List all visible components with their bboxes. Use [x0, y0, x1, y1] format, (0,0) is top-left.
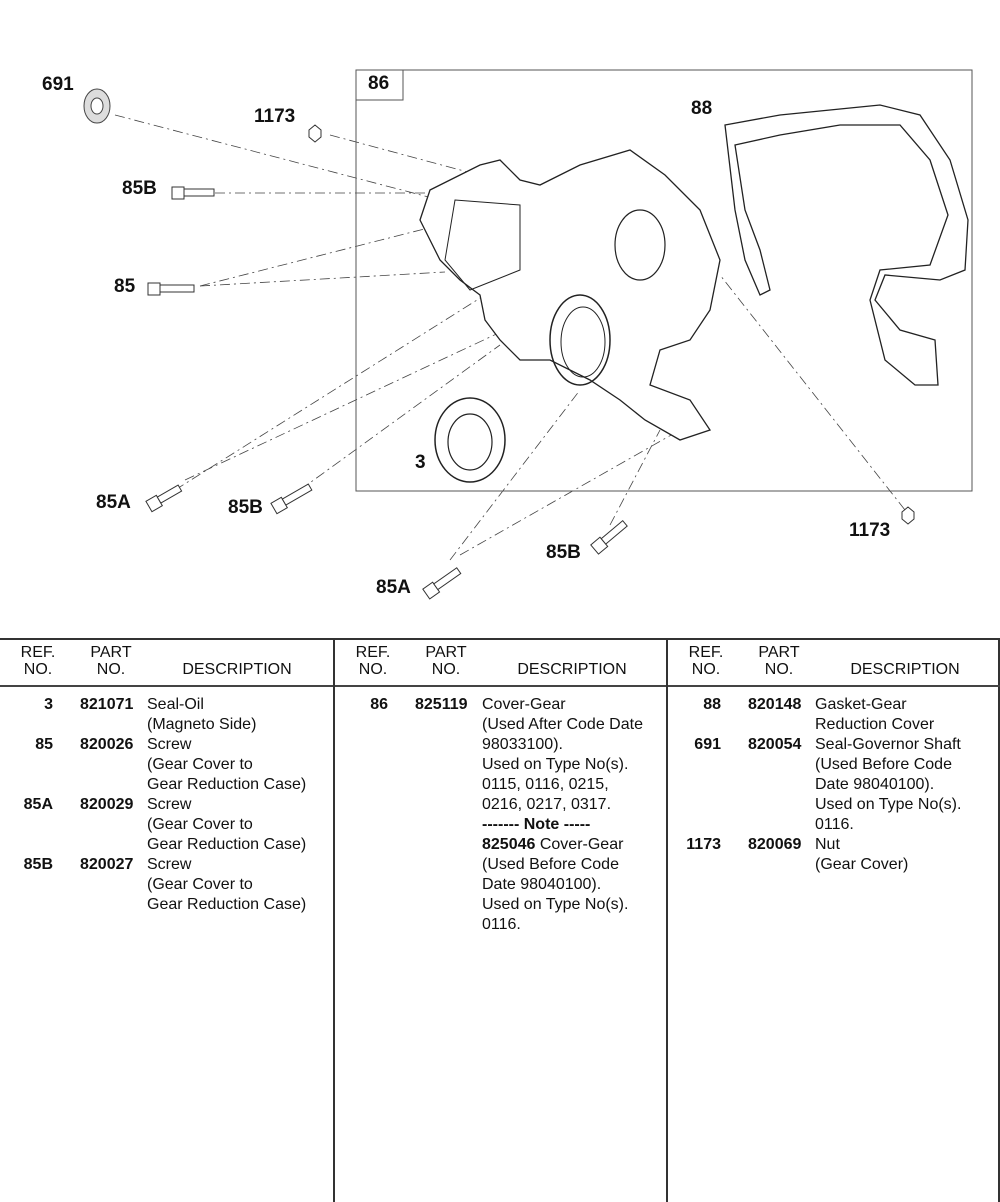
callout-691: 691: [42, 74, 74, 95]
description-line: [482, 755, 668, 775]
description-line: [482, 915, 668, 935]
header-ref-label: REF.: [20, 644, 56, 661]
part-description: [815, 835, 1000, 875]
header-part-no: [78, 644, 144, 678]
line-text: Gear Reduction Case): [147, 836, 307, 853]
line-text: 0116.: [815, 816, 854, 833]
header-ref-no-label: NO.: [358, 661, 388, 678]
column-header: [335, 640, 668, 687]
header-ref-no-label: NO.: [23, 661, 53, 678]
parts-column-2: [333, 640, 668, 1202]
part-description: [147, 855, 333, 915]
column-header: [668, 640, 1000, 687]
line-text: (Used Before Code: [482, 856, 619, 873]
header-part-label: PART: [758, 644, 800, 661]
part-description: [815, 695, 1000, 735]
header-ref-no: [686, 644, 726, 678]
ref-number: 85B: [23, 856, 53, 873]
header-part-no-label: NO.: [96, 661, 126, 678]
callout-3: 3: [415, 452, 426, 473]
description-line: [147, 735, 333, 755]
header-ref-label: REF.: [688, 644, 724, 661]
part-number: 825119: [415, 696, 468, 713]
part-number: 820069: [748, 836, 802, 853]
description-line: [147, 895, 333, 915]
part-number: 820027: [80, 856, 134, 873]
header-part-no: [746, 644, 812, 678]
gear-cover-part: [420, 150, 720, 440]
part-row: [668, 835, 1000, 875]
line-text: 98033100).: [482, 736, 563, 753]
description-line: [482, 775, 668, 795]
description-line: [147, 815, 333, 835]
bold-text: ------- Note -----: [482, 816, 591, 833]
description-line: [147, 875, 333, 895]
header-description: DESCRIPTION: [517, 661, 627, 678]
header-part-no-label: NO.: [431, 661, 461, 678]
part-description: [147, 735, 333, 795]
part-row: [668, 695, 1000, 735]
callout-1173: 1173: [849, 520, 891, 541]
header-part-label: PART: [90, 644, 132, 661]
nut-part: [902, 507, 914, 524]
part-row: [335, 695, 668, 935]
description-line: [147, 835, 333, 855]
line-text: Screw: [147, 796, 192, 813]
part-number: 820026: [80, 736, 134, 753]
line-text: (Used Before Code: [815, 756, 952, 773]
line-text: (Gear Cover to: [147, 756, 253, 773]
column-header: [0, 640, 333, 687]
line-text: Gear Reduction Case): [147, 776, 307, 793]
description-line: [147, 795, 333, 815]
line-text: Screw: [147, 736, 192, 753]
ref-number: 88: [703, 696, 721, 713]
line-text: Cover-Gear: [535, 836, 624, 853]
description-line: [482, 815, 668, 835]
line-text: 0216, 0217, 0317.: [482, 796, 612, 813]
description-line: [815, 755, 1000, 775]
part-row: [0, 735, 333, 795]
line-text: Date 98040100).: [815, 776, 935, 793]
header-ref-no: [18, 644, 58, 678]
ref-number: 1173: [686, 836, 721, 853]
line-text: Seal-Oil: [147, 696, 204, 713]
line-text: (Used After Code Date: [482, 716, 643, 733]
description-line: [815, 835, 1000, 855]
ref-number: 3: [44, 696, 53, 713]
parts-column-1: [0, 640, 333, 1202]
callout-86: 86: [368, 73, 390, 94]
description-line: [482, 735, 668, 755]
description-line: [482, 835, 668, 855]
part-description: [147, 795, 333, 855]
line-text: 0116.: [482, 916, 521, 933]
line-text: Nut: [815, 836, 840, 853]
line-text: (Gear Cover): [815, 856, 909, 873]
description-line: [147, 695, 333, 715]
gasket-part: [725, 105, 968, 385]
parts-column-3: [666, 640, 1000, 1202]
callout-85a: 85A: [96, 492, 131, 513]
callout-85: 85: [114, 276, 136, 297]
header-description: DESCRIPTION: [850, 661, 960, 678]
line-text: Reduction Cover: [815, 716, 935, 733]
description-line: [482, 695, 668, 715]
line-text: Gasket-Gear: [815, 696, 907, 713]
callout-1173: 1173: [254, 106, 296, 127]
part-row: [0, 795, 333, 855]
parts-list-table: [0, 638, 1000, 1202]
header-description: DESCRIPTION: [182, 661, 292, 678]
callout-88: 88: [691, 98, 713, 119]
description-line: [815, 855, 1000, 875]
part-description: [147, 695, 333, 735]
line-text: (Magneto Side): [147, 716, 257, 733]
part-number: 820054: [748, 736, 802, 753]
line-text: (Gear Cover to: [147, 816, 253, 833]
line-text: Gear Reduction Case): [147, 896, 307, 913]
header-part-no: [413, 644, 479, 678]
description-line: [482, 895, 668, 915]
header-part-no-label: NO.: [764, 661, 794, 678]
description-line: [482, 855, 668, 875]
part-row: [0, 695, 333, 735]
line-text: (Gear Cover to: [147, 876, 253, 893]
header-ref-no: [353, 644, 393, 678]
part-number: 820029: [80, 796, 134, 813]
nut-part: [309, 125, 321, 142]
ref-number: 691: [694, 736, 721, 753]
header-ref-no-label: NO.: [691, 661, 721, 678]
line-text: 0115, 0116, 0215,: [482, 776, 609, 793]
callout-85b: 85B: [546, 542, 581, 563]
part-row: [668, 735, 1000, 835]
description-line: [815, 695, 1000, 715]
ref-number: 86: [370, 696, 388, 713]
description-line: [482, 715, 668, 735]
bold-text: 825046: [482, 836, 536, 853]
description-line: [482, 875, 668, 895]
description-line: [815, 735, 1000, 755]
line-text: Used on Type No(s).: [815, 796, 962, 813]
line-text: Date 98040100).: [482, 876, 602, 893]
description-line: [815, 775, 1000, 795]
description-line: [147, 715, 333, 735]
ref-number: 85: [35, 736, 53, 753]
line-text: Screw: [147, 856, 192, 873]
description-line: [815, 815, 1000, 835]
line-text: Used on Type No(s).: [482, 756, 629, 773]
part-number: 821071: [80, 696, 134, 713]
description-line: [815, 795, 1000, 815]
part-description: [482, 695, 668, 935]
line-text: Used on Type No(s).: [482, 896, 629, 913]
part-description: [815, 735, 1000, 835]
ref-number: 85A: [23, 796, 53, 813]
description-line: [815, 715, 1000, 735]
description-line: [147, 855, 333, 875]
callout-85b: 85B: [122, 178, 157, 199]
header-part-label: PART: [425, 644, 467, 661]
description-line: [147, 755, 333, 775]
line-text: Cover-Gear: [482, 696, 566, 713]
header-ref-label: REF.: [355, 644, 391, 661]
part-row: [0, 855, 333, 915]
part-number: 820148: [748, 696, 802, 713]
callout-85b: 85B: [228, 497, 263, 518]
callout-85a: 85A: [376, 577, 411, 598]
description-line: [147, 775, 333, 795]
description-line: [482, 795, 668, 815]
line-text: Seal-Governor Shaft: [815, 736, 961, 753]
